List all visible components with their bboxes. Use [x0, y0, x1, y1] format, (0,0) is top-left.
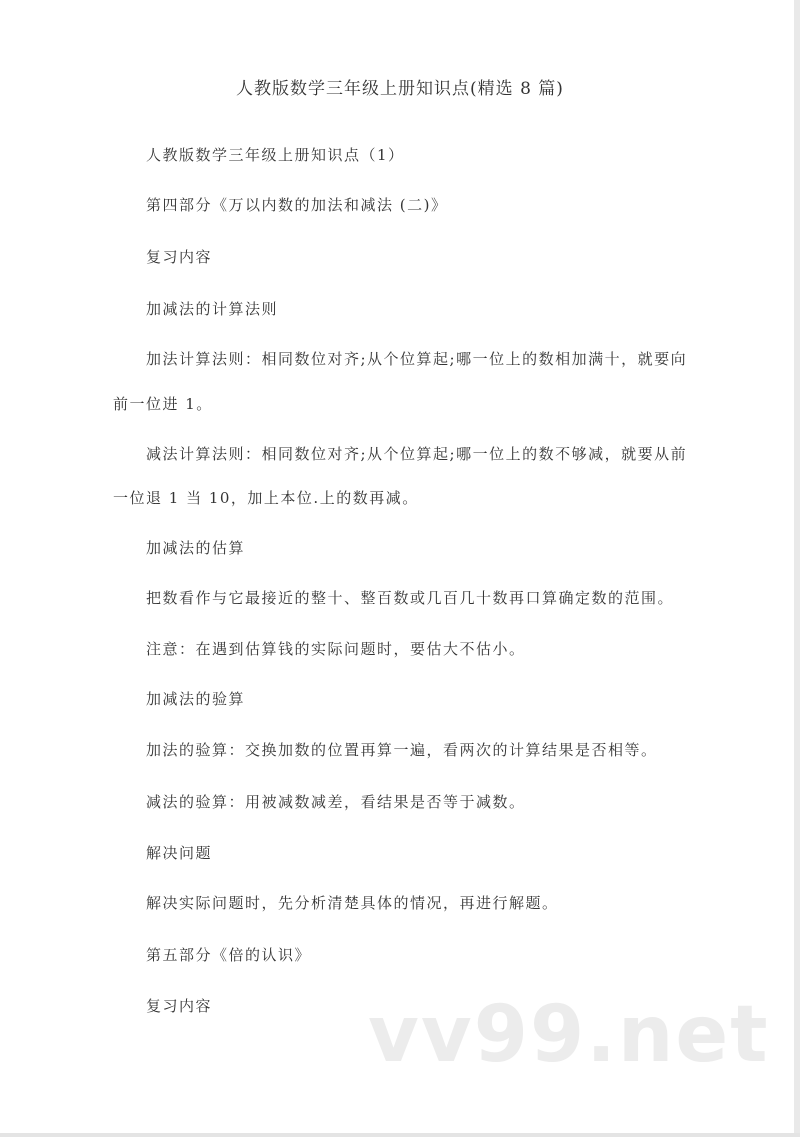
paragraph-line: 加法的验算：交换加数的位置再算一遍，看两次的计算结果是否相等。 [146, 741, 658, 759]
subheading: 复习内容 [146, 997, 213, 1015]
section-heading: 第四部分《万以内数的加法和减法 (二)》 [146, 196, 448, 214]
paragraph-heading: 人教版数学三年级上册知识点（1） [146, 146, 405, 164]
paragraph-line: 解决实际问题时，先分析清楚具体的情况，再进行解题。 [146, 894, 559, 912]
paragraph-line: 注意：在遇到估算钱的实际问题时，要估大不估小。 [146, 640, 526, 658]
subheading: 解决问题 [146, 844, 213, 862]
subheading: 加减法的验算 [146, 690, 246, 708]
subheading: 加减法的计算法则 [146, 300, 279, 318]
paragraph-line: 减法的验算：用被减数减差，看结果是否等于减数。 [146, 793, 526, 811]
section-heading: 第五部分《倍的认识》 [146, 946, 312, 964]
subheading: 加减法的估算 [146, 539, 246, 557]
subheading: 复习内容 [146, 248, 213, 266]
paragraph-line: 减法计算法则：相同数位对齐;从个位算起;哪一位上的数不够减，就要从前 [146, 445, 688, 463]
watermark: vv99.net [368, 990, 770, 1080]
page-title: 人教版数学三年级上册知识点(精选 8 篇) [236, 79, 564, 99]
paragraph-line: 加法计算法则：相同数位对齐;从个位算起;哪一位上的数相加满十，就要向 [146, 350, 688, 368]
paragraph-line: 把数看作与它最接近的整十、整百数或几百几十数再口算确定数的范围。 [146, 589, 675, 607]
paragraph-line: 前一位进 1。 [113, 395, 213, 413]
page-edge-shadow [794, 0, 800, 1137]
paragraph-line: 一位退 1 当 10，加上本位.上的数再减。 [113, 489, 419, 507]
page-bottom-edge [0, 1133, 800, 1137]
